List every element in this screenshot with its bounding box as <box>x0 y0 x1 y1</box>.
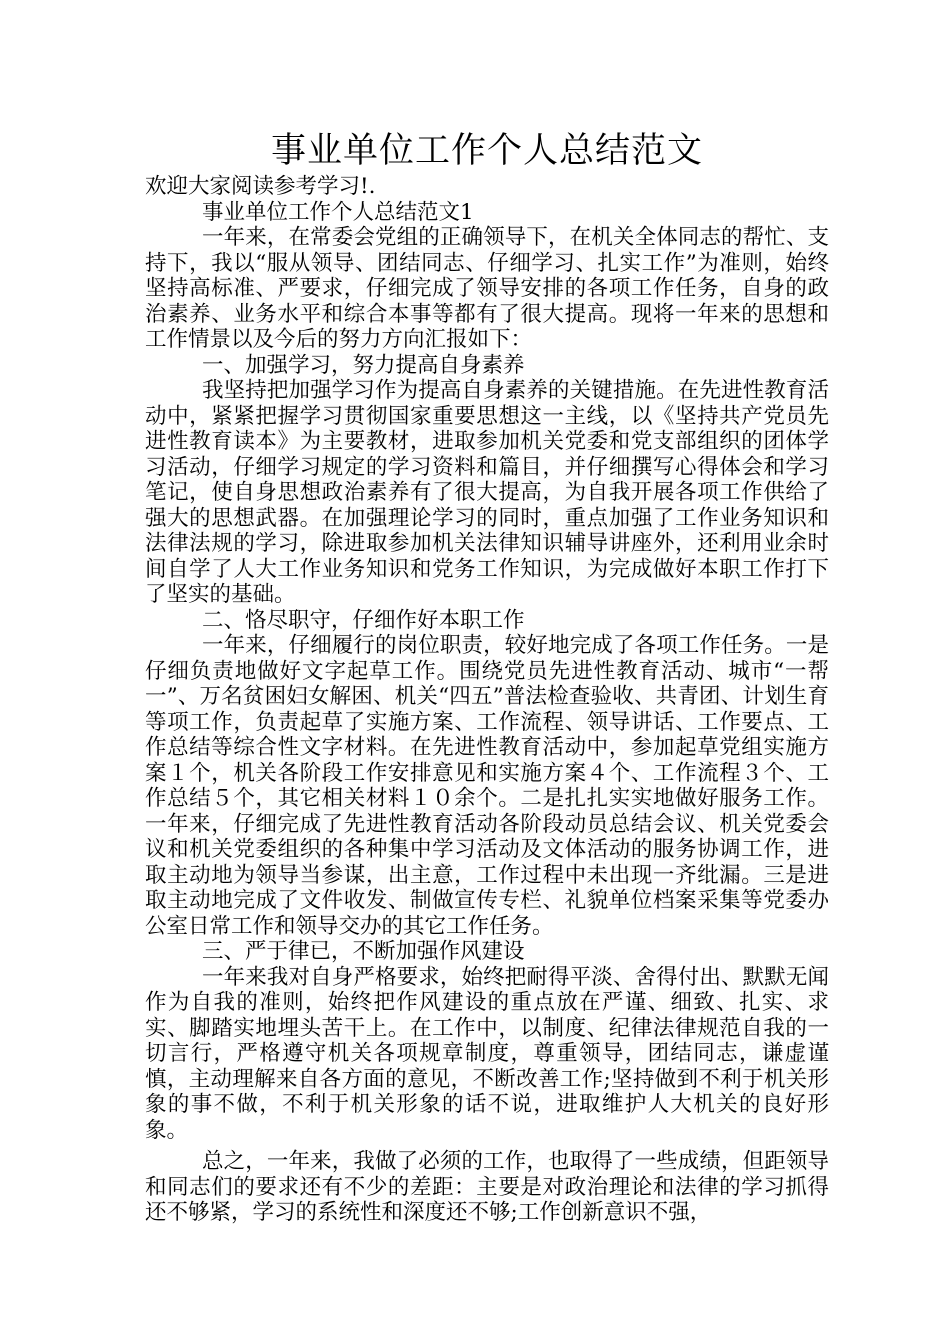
section-heading-1: 一、加强学习，努力提高自身素养 <box>202 352 525 378</box>
paragraph-intro: 一年来，在常委会党组的正确领导下，在机关全体同志的帮忙、支持下，我以“服从领导、团结同志、仔细学习、扎实工作”为准则，始终坚持高标准、严要求，仔细完成了领导安排的各项工作任务，自身的政治素养、业务水平和综合本事等都有了很大提高。现将一年来的思想和工作情景以及今后的努力方向汇报如下： <box>145 225 829 352</box>
paragraph-duties: 一年来，仔细履行的岗位职责，较好地完成了各项工作任务。一是仔细负责地做好文字起草工作。围绕党员先进性教育活动、城市“一帮一”、万名贫困妇女解困、机关“四五”普法检查验收、共青团、计划生育等项工作，负责起草了实施方案、工作流程、领导讲话、工作要点、工作总结等综合性文字材料。在先进性教育活动中，参加起草党组实施方案１个，机关各阶段工作安排意见和实施方案４个、工作流程３个、工作总结５个，其它相关材料１０余个。二是扎扎实实地做好服务工作。一年来，仔细完成了先进性教育活动各阶段动员总结会议、机关党委会议和机关党委组织的各种集中学习活动及文体活动的服务协调工作，进取主动地为领导当参谋，出主意，工作过程中未出现一齐纰漏。三是进取主动地完成了文件收发、制做宣传专栏、礼貌单位档案采集等党委办公室日常工作和领导交办的其它工作任务。 <box>145 633 829 939</box>
paragraph-study: 我坚持把加强学习作为提高自身素养的关键措施。在先进性教育活动中，紧紧把握学习贯彻国家重要思想这一主线，以《坚持共产党员先进性教育读本》为主要教材，进取参加机关党委和党支部组织的团体学习活动，仔细学习规定的学习资料和篇目，并仔细撰写心得体会和学习笔记，使自身思想政治素养有了很大提高，为自我开展各项工作供给了强大的思想武器。在加强理论学习的同时，重点加强了工作业务知识和法律法规的学习，除进取参加机关法律知识辅导讲座外，还利用业余时间自学了人大工作业务知识和党务工作知识，为完成做好本职工作打下了坚实的基础。 <box>145 378 829 607</box>
intro-line: 欢迎大家阅读参考学习!. <box>145 174 376 199</box>
document-subtitle: 事业单位工作个人总结范文1 <box>202 199 474 225</box>
paragraph-conduct: 一年来我对自身严格要求，始终把耐得平淡、舍得付出、默默无闻作为自我的准则，始终把作风建设的重点放在严谨、细致、扎实、求实、脚踏实地埋头苦干上。在工作中，以制度、纪律法律规范自我的一切言行，严格遵守机关各项规章制度，尊重领导，团结同志，谦虚谨慎，主动理解来自各方面的意见，不断改善工作;坚持做到不利于机关形象的事不做，不利于机关形象的话不说，进取维护人大机关的良好形象。 <box>145 964 829 1143</box>
document-title: 事业单位工作个人总结范文 <box>270 131 703 171</box>
section-heading-3: 三、严于律已，不断加强作风建设 <box>202 939 525 964</box>
section-heading-2: 二、恪尽职守，仔细作好本职工作 <box>202 607 525 633</box>
paragraph-summary: 总之，一年来，我做了必须的工作，也取得了一些成绩，但距领导和同志们的要求还有不少的差距：主要是对政治理论和法律的学习抓得还不够紧，学习的系统性和深度还不够;工作创新意识不强， <box>145 1149 829 1225</box>
document-page <box>145 128 829 1226</box>
